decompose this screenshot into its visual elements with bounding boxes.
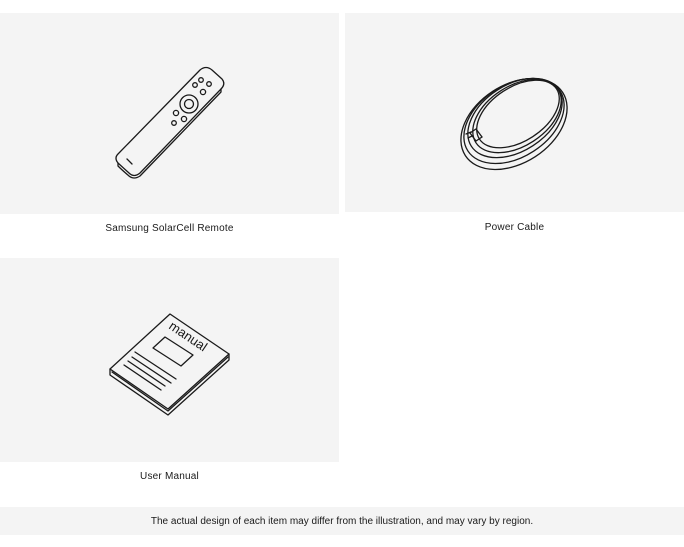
power-cable-icon [345,13,684,212]
disclaimer-text: The actual design of each item may differ from the illustration, and may vary by region. [150,515,534,527]
item-card-power-cable [345,13,684,212]
remote-control-icon [0,13,339,214]
item-card-user-manual [0,258,339,462]
disclaimer-footer [0,507,684,535]
item-card-remote [0,13,339,214]
remote-label: Samsung SolarCell Remote [105,223,234,234]
power-cable-label: Power Cable [484,222,545,233]
user-manual-label: User Manual [140,471,199,482]
user-manual-icon [0,258,339,462]
manual-cover-text: manual [166,318,211,355]
